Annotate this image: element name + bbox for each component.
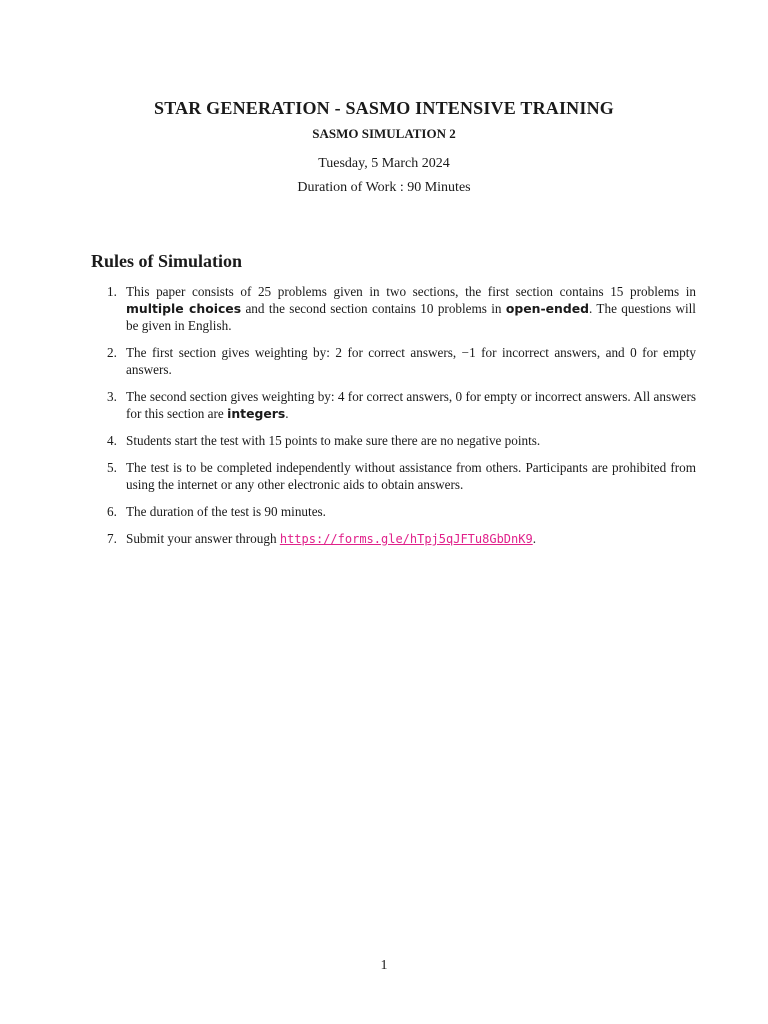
- exam-duration: Duration of Work : 90 Minutes: [297, 180, 471, 195]
- page-number: 1: [380, 958, 388, 973]
- rule-text: . The questions will be given in English.: [126, 301, 696, 333]
- rule-number: 5.: [107, 460, 117, 475]
- rule-number: 1.: [107, 284, 117, 299]
- rule-emphasis: multiple choices: [126, 301, 242, 316]
- rule-text: Students start the test with 15 points to make sure there are no negative points.: [126, 433, 541, 448]
- rule-item-2: [91, 344, 696, 378]
- rule-text: and the second section contains 10 problems in: [241, 301, 506, 316]
- rule-text: Submit your answer through: [126, 531, 280, 546]
- rule-item-1: [91, 283, 696, 334]
- rule-text: .: [532, 531, 537, 546]
- rule-item-7: [91, 530, 696, 548]
- rules-list: [91, 283, 696, 558]
- rule-text: .: [285, 406, 289, 421]
- rule-item-4: [91, 432, 696, 449]
- document-subtitle: SASMO SIMULATION 2: [312, 126, 456, 141]
- rule-item-3: [91, 388, 696, 422]
- rule-text: This paper consists of 25 problems given in two sections, the first section contains 15 problems in: [126, 284, 696, 299]
- rule-number: 4.: [107, 433, 117, 448]
- rule-number: 6.: [107, 504, 117, 519]
- rule-text: The test is to be completed independently without assistance from others. Participants are prohibited from using the internet or any other electronic aids to obtain answers.: [126, 460, 696, 492]
- rule-text: The duration of the test is 90 minutes.: [126, 504, 326, 519]
- rule-item-6: [91, 503, 696, 520]
- submission-link[interactable]: https://forms.gle/hTpj5qJFTu8GbDnK9: [279, 532, 533, 546]
- rule-text: The first section gives weighting by: 2 for correct answers, −1 for incorrect answers, and 0 for empty answers.: [126, 345, 696, 377]
- rule-number: 3.: [107, 389, 117, 404]
- document-title: STAR GENERATION - SASMO INTENSIVE TRAINING: [154, 98, 614, 118]
- rule-number: 2.: [107, 345, 117, 360]
- rule-item-5: [91, 459, 696, 493]
- rules-heading: Rules of Simulation: [91, 251, 243, 271]
- rule-number: 7.: [107, 531, 117, 546]
- rule-emphasis: integers: [227, 406, 286, 421]
- rule-text: The second section gives weighting by: 4 for correct answers, 0 for empty or incorrect answers. All answers for this section are: [126, 389, 696, 421]
- rule-emphasis: open-ended: [505, 301, 590, 316]
- exam-date: Tuesday, 5 March 2024: [318, 156, 450, 171]
